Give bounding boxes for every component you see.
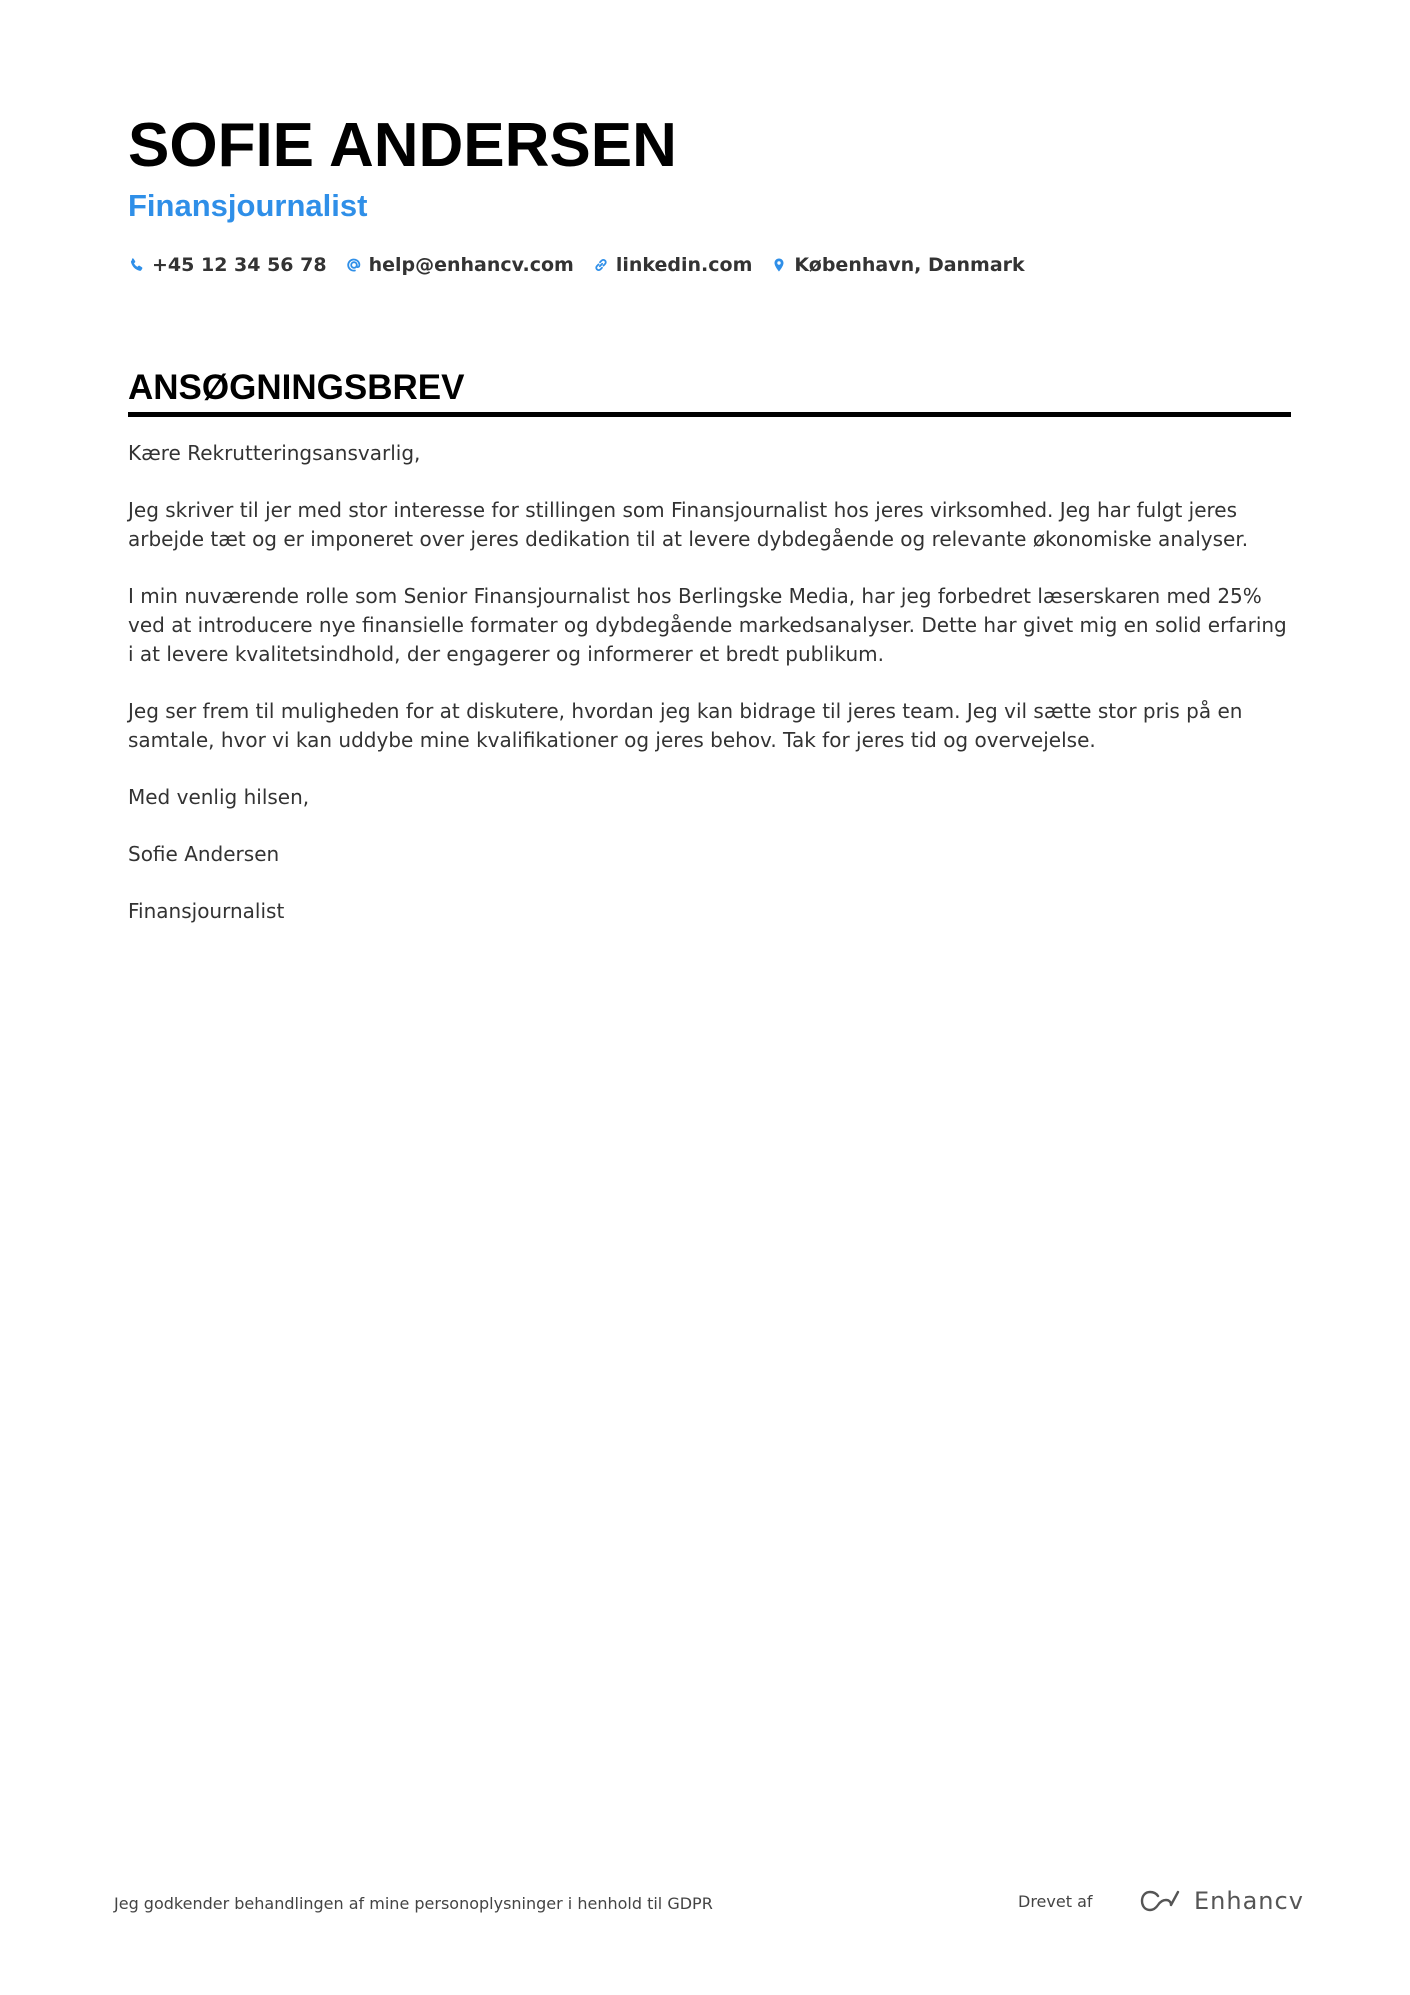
footer bbox=[0, 1886, 1410, 1926]
header bbox=[128, 108, 1291, 276]
contact-phone-text: +45 12 34 56 78 bbox=[152, 254, 327, 276]
paragraph-3: Jeg ser frem til muligheden for at diskutere, hvordan jeg kan bidrage til jeres team. Jeg vil sætte stor pris på en samtale, hvor vi kan uddybe mine kvalifikationer og jeres behov. Tak for jeres tid og overvejelse. bbox=[128, 699, 1243, 752]
contact-email[interactable] bbox=[345, 254, 574, 276]
job-title: Finansjournalist bbox=[128, 188, 368, 223]
contact-linkedin[interactable] bbox=[592, 254, 753, 276]
salutation: Kære Rekrutteringsansvarlig, bbox=[128, 441, 421, 465]
at-icon bbox=[345, 256, 363, 274]
letter-body bbox=[128, 439, 1291, 926]
contact-phone[interactable] bbox=[128, 254, 327, 276]
signature-name: Sofie Andersen bbox=[128, 842, 280, 866]
signature-title: Finansjournalist bbox=[128, 899, 285, 923]
closing: Med venlig hilsen, bbox=[128, 785, 310, 809]
enhancv-logo-icon bbox=[1138, 1886, 1186, 1916]
powered-by-label: Drevet af bbox=[1018, 1892, 1093, 1911]
paragraph-2: I min nuværende rolle som Senior Finansjournalist hos Berlingske Media, har jeg forbedret læserskaren med 25% ved at introducere nye finansielle formater og dybdegående markedsanalyser. Dette har givet mig en solid erfaring i at levere kvalitetsindhold, der engagerer og informerer et bredt publikum. bbox=[128, 584, 1287, 666]
contact-location-text: København, Danmark bbox=[794, 254, 1025, 276]
link-icon bbox=[592, 256, 610, 274]
cover-letter-section bbox=[128, 366, 1291, 954]
brand-name: Enhancv bbox=[1194, 1887, 1304, 1915]
contact-location bbox=[770, 254, 1024, 276]
brand-link[interactable] bbox=[1138, 1886, 1304, 1916]
paragraph-1: Jeg skriver til jer med stor interesse for stillingen som Finansjournalist hos jeres virksomhed. Jeg har fulgt jeres arbejde tæt og er imponeret over jeres dedikation til at levere dybdegående og relevante økonomiske analyser. bbox=[128, 498, 1249, 551]
gdpr-consent-text: Jeg godkender behandlingen af mine personoplysninger i henhold til GDPR bbox=[114, 1894, 713, 1913]
contact-bar bbox=[128, 254, 1291, 276]
phone-icon bbox=[128, 256, 146, 274]
applicant-name: SOFIE ANDERSEN bbox=[128, 111, 677, 180]
contact-linkedin-text: linkedin.com bbox=[615, 254, 753, 276]
section-title: ANSØGNINGSBREV bbox=[128, 368, 465, 407]
section-divider bbox=[128, 412, 1291, 417]
contact-email-text: help@enhancv.com bbox=[368, 254, 574, 276]
location-pin-icon bbox=[770, 256, 788, 274]
